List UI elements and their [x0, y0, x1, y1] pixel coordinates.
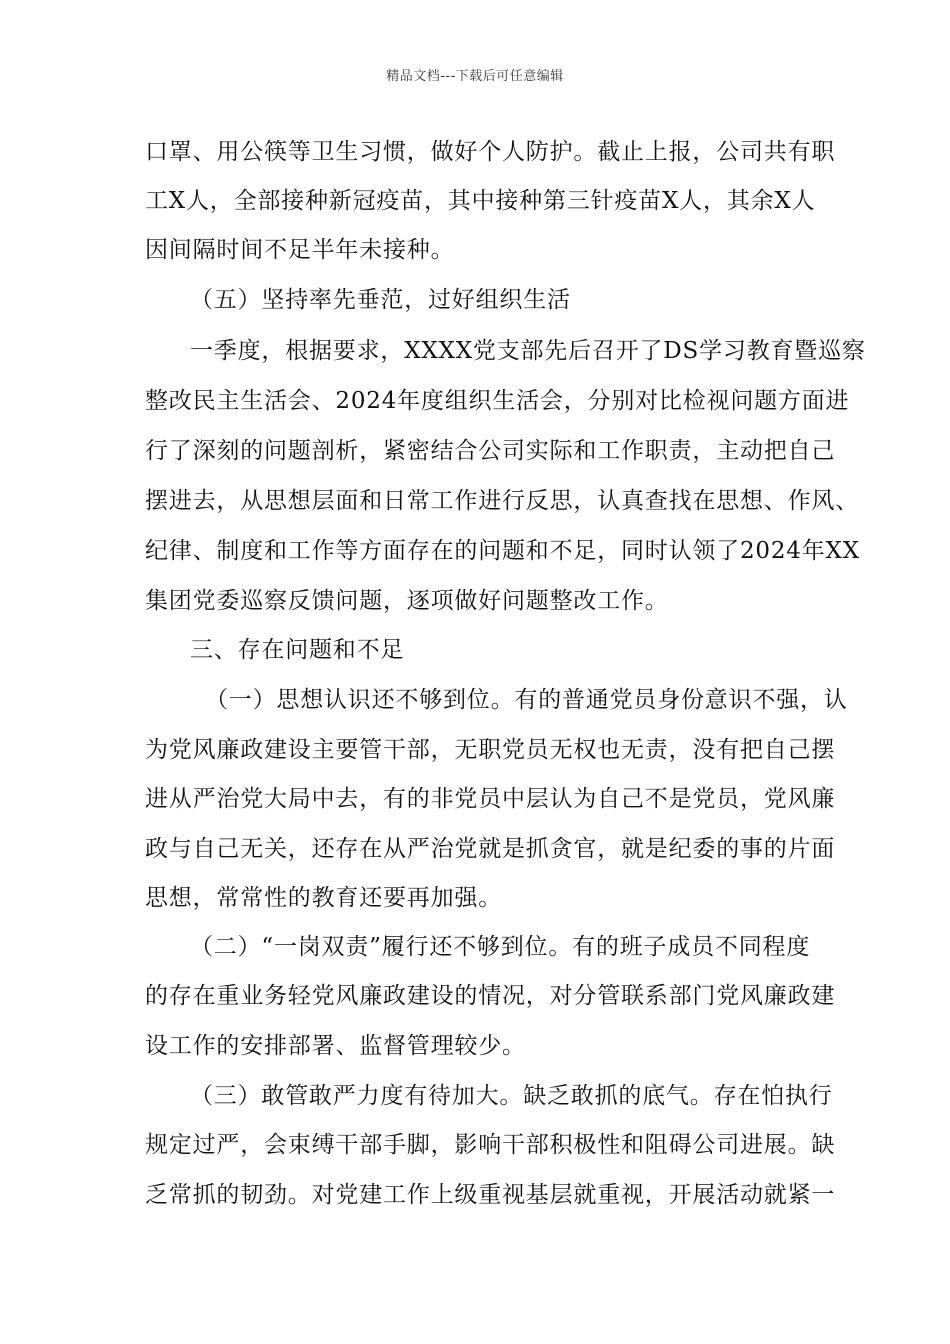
- body-text-line: 工X人，全部接种新冠疫苗，其中接种第三针疫苗X人，其余X人: [145, 188, 816, 214]
- body-text-line: 进从严治党大局中去，有的非党员中层认为自己不是党员，党风廉: [145, 786, 836, 812]
- body-text-line: 纪律、制度和工作等方面存在的问题和不足，同时认领了2024年XX: [145, 538, 860, 564]
- chapter-heading: 三、存在问题和不足: [190, 637, 405, 663]
- section-heading: （五）坚持率先垂范，过好组织生活: [190, 287, 571, 313]
- body-text-line: 摆进去，从思想层面和日常工作进行反思，认真查找在思想、作风、: [145, 488, 859, 514]
- body-text-line: 思想，常常性的教育还要再加强。: [145, 885, 502, 911]
- body-text-line: 为党风廉政建设主要管干部，无职党员无权也无责，没有把自己摆: [145, 737, 836, 763]
- body-text-line: 行了深刻的问题剖析，紧密结合公司实际和工作职责，主动把自己: [145, 438, 836, 464]
- body-text-line: （二）“一岗双责”履行还不够到位。有的班子成员不同程度: [190, 934, 811, 960]
- body-text-line: （一）思想认识还不够到位。有的普通党员身份意识不强，认: [205, 687, 848, 713]
- body-text-line: 乏常抓的韧劲。对党建工作上级重视基层就重视，开展活动就紧一: [145, 1182, 836, 1208]
- body-text-line: 整改民主生活会、2024年度组织生活会，分别对比检视问题方面进: [145, 388, 850, 414]
- body-text-line: 设工作的安排部署、监督管理较少。: [145, 1033, 526, 1059]
- body-text-line: 口罩、用公筷等卫生习惯，做好个人防护。截止上报，公司共有职: [145, 139, 836, 165]
- body-text-line: 一季度，根据要求，XXXX党支部先后召开了DS学习教育暨巡察: [190, 338, 866, 364]
- body-text-line: （三）敢管敢严力度有待加大。缺乏敢抓的底气。存在怕执行: [190, 1083, 833, 1109]
- body-text-line: 的存在重业务轻党风廉政建设的情况，对分管联系部门党风廉政建: [145, 983, 836, 1009]
- body-text-line: 因间隔时间不足半年未接种。: [145, 237, 455, 263]
- body-text-line: 集团党委巡察反馈问题，逐项做好问题整改工作。: [145, 588, 669, 614]
- body-text-line: 政与自己无关，还存在从严治党就是抓贪官，就是纪委的事的片面: [145, 836, 836, 862]
- page-header: 精品文档---下载后可任意编辑: [386, 69, 564, 84]
- body-text-line: 规定过严，会束缚干部手脚，影响干部积极性和阻碍公司进展。缺: [145, 1132, 836, 1158]
